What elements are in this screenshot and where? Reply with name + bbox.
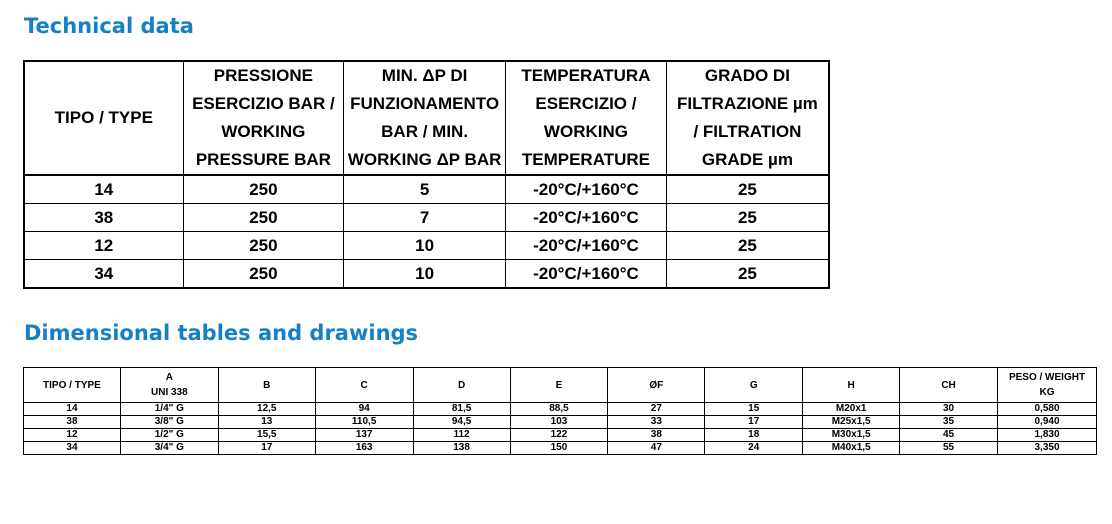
table-cell: -20°C/+160°C <box>506 175 667 204</box>
table-cell: -20°C/+160°C <box>506 260 667 289</box>
table-cell: 1/2" G <box>120 429 218 442</box>
table-cell: 122 <box>510 429 608 442</box>
table-cell: 34 <box>24 260 183 289</box>
table-cell: 12,5 <box>218 403 315 416</box>
column-header <box>413 368 510 403</box>
column-header <box>218 368 315 403</box>
table-cell: 250 <box>183 260 344 289</box>
table-cell: 5 <box>344 175 506 204</box>
column-header <box>506 61 667 175</box>
column-header <box>666 61 829 175</box>
table-row <box>24 442 1097 455</box>
table-cell: 15,5 <box>218 429 315 442</box>
table-cell: 47 <box>608 442 705 455</box>
table-cell: 1,830 <box>998 429 1097 442</box>
table-row <box>24 175 829 204</box>
table-cell: 35 <box>900 416 998 429</box>
table-cell: 14 <box>24 403 121 416</box>
table-cell: 110,5 <box>315 416 413 429</box>
header-line: PESO / WEIGHT <box>1008 372 1086 383</box>
header-line: CH <box>941 379 956 391</box>
header-line: / FILTRATION <box>693 122 802 141</box>
table-cell: 25 <box>666 232 829 260</box>
header-line: D <box>457 379 466 391</box>
table-cell: 1/4" G <box>120 403 218 416</box>
column-header <box>998 368 1097 403</box>
table-cell: 10 <box>344 260 506 289</box>
table-row <box>24 232 829 260</box>
header-line: TEMPERATURA <box>521 66 651 85</box>
table-cell: 12 <box>24 429 121 442</box>
column-header <box>24 368 121 403</box>
header-line: E <box>555 379 563 391</box>
table-cell: 15 <box>705 403 803 416</box>
table-cell: 103 <box>510 416 608 429</box>
table-cell: 14 <box>24 175 183 204</box>
table-cell: -20°C/+160°C <box>506 232 667 260</box>
table-row <box>24 429 1097 442</box>
column-header <box>183 61 344 175</box>
table-cell: 3/8" G <box>120 416 218 429</box>
table-cell: 45 <box>900 429 998 442</box>
table-cell: M20x1 <box>803 403 900 416</box>
table-header-row <box>24 61 829 175</box>
column-header <box>120 368 218 403</box>
technical-data-table <box>23 60 830 289</box>
table-cell: 12 <box>24 232 183 260</box>
table-cell: 138 <box>413 442 510 455</box>
header-line: B <box>263 379 271 391</box>
table-cell: 250 <box>183 232 344 260</box>
table-cell: 10 <box>344 232 506 260</box>
header-line: H <box>847 379 855 391</box>
header-line: ESERCIZIO / <box>535 94 637 113</box>
table-cell: 38 <box>24 204 183 232</box>
table-cell: M25x1,5 <box>803 416 900 429</box>
table-cell: 0,580 <box>998 403 1097 416</box>
column-header <box>344 61 506 175</box>
column-header <box>900 368 998 403</box>
dimensional-tables-title: Dimensional tables and drawings <box>24 321 419 345</box>
column-header <box>803 368 900 403</box>
table-cell: 18 <box>705 429 803 442</box>
table-cell: 3/4" G <box>120 442 218 455</box>
table-cell: 25 <box>666 260 829 289</box>
header-line: MIN. ΔP DI <box>381 66 468 85</box>
header-line: BAR / MIN. <box>381 122 469 141</box>
column-header <box>510 368 608 403</box>
table-cell: 163 <box>315 442 413 455</box>
table-cell: 38 <box>24 416 121 429</box>
dimensional-table <box>23 367 1097 455</box>
column-header <box>24 61 183 175</box>
header-line: ESERCIZIO BAR / <box>192 94 335 113</box>
table-cell: 25 <box>666 204 829 232</box>
table-cell: 7 <box>344 204 506 232</box>
header-line: TIPO / TYPE <box>43 379 101 391</box>
header-line: GRADO DI <box>704 66 790 85</box>
header-line: GRADE µm <box>701 150 793 169</box>
table-header-row <box>24 368 1097 403</box>
header-line: PRESSIONE <box>213 66 313 85</box>
table-cell: 88,5 <box>510 403 608 416</box>
header-line: WORKING <box>221 122 306 141</box>
header-line: A <box>165 372 173 383</box>
table-cell: 38 <box>608 429 705 442</box>
table-cell: 27 <box>608 403 705 416</box>
table-cell: 25 <box>666 175 829 204</box>
header-line: KG <box>1039 387 1055 398</box>
table-cell: 0,940 <box>998 416 1097 429</box>
table-row <box>24 403 1097 416</box>
table-row <box>24 416 1097 429</box>
table-cell: 94,5 <box>413 416 510 429</box>
header-line: WORKING <box>543 122 628 141</box>
table-cell: 30 <box>900 403 998 416</box>
header-line: G <box>749 379 758 391</box>
table-cell: 250 <box>183 175 344 204</box>
table-cell: -20°C/+160°C <box>506 204 667 232</box>
table-cell: 34 <box>24 442 121 455</box>
header-line: PRESSURE BAR <box>195 150 331 169</box>
table-row <box>24 260 829 289</box>
table-cell: 112 <box>413 429 510 442</box>
table-row <box>24 204 829 232</box>
header-line: TIPO / TYPE <box>54 108 153 127</box>
header-line: TEMPERATURE <box>521 150 651 169</box>
table-cell: M30x1,5 <box>803 429 900 442</box>
table-cell: 24 <box>705 442 803 455</box>
table-cell: 81,5 <box>413 403 510 416</box>
header-line: UNI 338 <box>151 387 188 398</box>
column-header <box>315 368 413 403</box>
header-line: FUNZIONAMENTO <box>350 94 500 113</box>
header-line: C <box>360 379 368 391</box>
table-cell: 94 <box>315 403 413 416</box>
table-cell: 13 <box>218 416 315 429</box>
table-cell: 17 <box>705 416 803 429</box>
table-cell: 17 <box>218 442 315 455</box>
header-line: ØF <box>649 379 664 391</box>
column-header <box>705 368 803 403</box>
header-line: FILTRAZIONE µm <box>677 94 818 113</box>
technical-data-title: Technical data <box>24 14 194 38</box>
table-cell: 250 <box>183 204 344 232</box>
header-line: WORKING ΔP BAR <box>347 150 502 169</box>
table-cell: 150 <box>510 442 608 455</box>
table-cell: 33 <box>608 416 705 429</box>
table-cell: 137 <box>315 429 413 442</box>
table-cell: 55 <box>900 442 998 455</box>
column-header <box>608 368 705 403</box>
table-cell: 3,350 <box>998 442 1097 455</box>
table-cell: M40x1,5 <box>803 442 900 455</box>
